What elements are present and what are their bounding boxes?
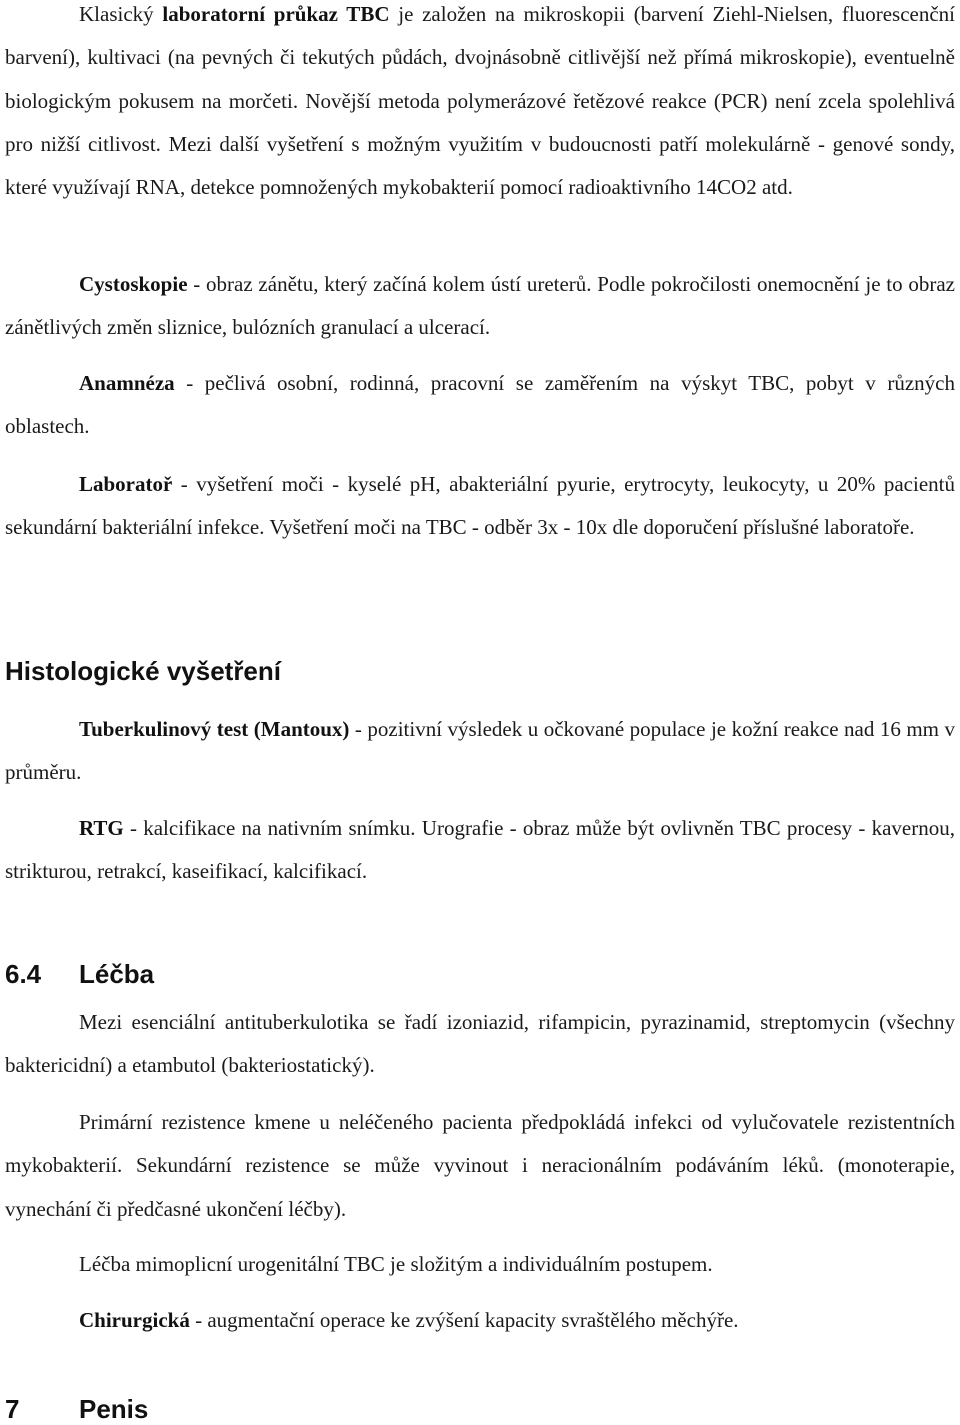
bold-term: Laboratoř	[79, 472, 173, 496]
paragraph-antituberculotics	[5, 1001, 955, 1088]
paragraph-text: Léčba mimoplicní urogenitální TBC je složitým a individuálním postupem.	[79, 1252, 713, 1276]
bold-term: Anamnéza	[79, 371, 175, 395]
paragraph-text: - vyšetření moči - kyselé pH, abakteriální pyurie, erytrocyty, leukocyty, u 20% pacientů sekundární bakteriální infekce. Vyšetření moči na TBC - odběr 3x - 10x dle doporučení příslušné laboratoře.	[5, 472, 955, 540]
bold-term: Cystoskopie	[79, 272, 188, 296]
paragraph-text: Primární rezistence kmene u neléčeného pacienta předpokládá infekci od vylučovatele rezistentních mykobakterií. Sekundární rezistence se může vyvinout i neracionálním podáváním léků. (monoterapie, vynechání či předčasné ukončení léčby).	[5, 1110, 955, 1221]
paragraph-text: - kalcifikace na nativním snímku. Urografie - obraz může být ovlivněn TBC procesy - kavernou, strikturou, retrakcí, kaseifikací, kalcifikací.	[5, 816, 955, 884]
paragraph-rtg	[5, 807, 955, 894]
heading-number: 6.4	[5, 959, 42, 989]
paragraph-surgical	[5, 1299, 955, 1342]
paragraph-text: je založen na mikroskopii (barvení Ziehl-Nielsen, fluorescenční barvení), kultivaci (na pevných či tekutých půdách, dvojnásobně citlivější než přímá mikroskopie), eventuelně biologickým pokusem na morčeti. Novější metoda polymerázové řetězové reakce (PCR) není zcela spolehlivá pro nižší citlivost. Mezi další vyšetření s možným využitím v budoucnosti patří molekulárně - genové sondy, které využívají RNA, detekce pomnožených mykobakterií pomocí radioaktivního 14CO2 atd.	[5, 2, 955, 200]
bold-term: RTG	[79, 816, 124, 840]
paragraph-text: - augmentační operace ke zvýšení kapacity svraštělého měchýře.	[189, 1308, 739, 1332]
paragraph-text: Mezi esenciální antituberkulotika se řadí izoniazid, rifampicin, pyrazinamid, streptomycin (všechny baktericidní) a etambutol (bakteriostatický).	[5, 1010, 955, 1078]
heading-title: Léčba	[79, 959, 155, 989]
paragraph-tuberculin-test	[5, 708, 955, 795]
bold-term: Tuberkulinový test (Mantoux)	[79, 717, 350, 741]
paragraph-resistance	[5, 1101, 955, 1231]
heading-treatment	[5, 958, 154, 990]
paragraph-laboratory-diagnosis	[5, 0, 955, 209]
bold-term: laboratorní průkaz TBC	[162, 2, 390, 26]
heading-title: Penis	[79, 1394, 149, 1424]
bold-term: Chirurgická	[79, 1308, 190, 1332]
paragraph-text: - obraz zánětu, který začíná kolem ústí ureterů. Podle pokročilosti onemocnění je to obraz zánětlivých změn sliznice, bulózních granulací a ulcerací.	[5, 272, 955, 340]
heading-histology	[5, 655, 281, 687]
heading-title: Histologické vyšetření	[5, 656, 281, 686]
paragraph-text: Klasický	[79, 2, 163, 26]
paragraph-text: - pozitivní výsledek u očkované populace je kožní reakce nad 16 mm v průměru.	[5, 717, 955, 785]
paragraph-text: - pečlivá osobní, rodinná, pracovní se zaměřením na výskyt TBC, pobyt v různých oblastech.	[5, 371, 955, 439]
paragraph-cystoscopy	[5, 263, 955, 350]
heading-number: 7	[5, 1394, 20, 1424]
paragraph-laboratory	[5, 463, 955, 550]
paragraph-extrapulmonary	[5, 1243, 955, 1286]
paragraph-anamnesis	[5, 362, 955, 449]
heading-penis	[5, 1393, 148, 1425]
